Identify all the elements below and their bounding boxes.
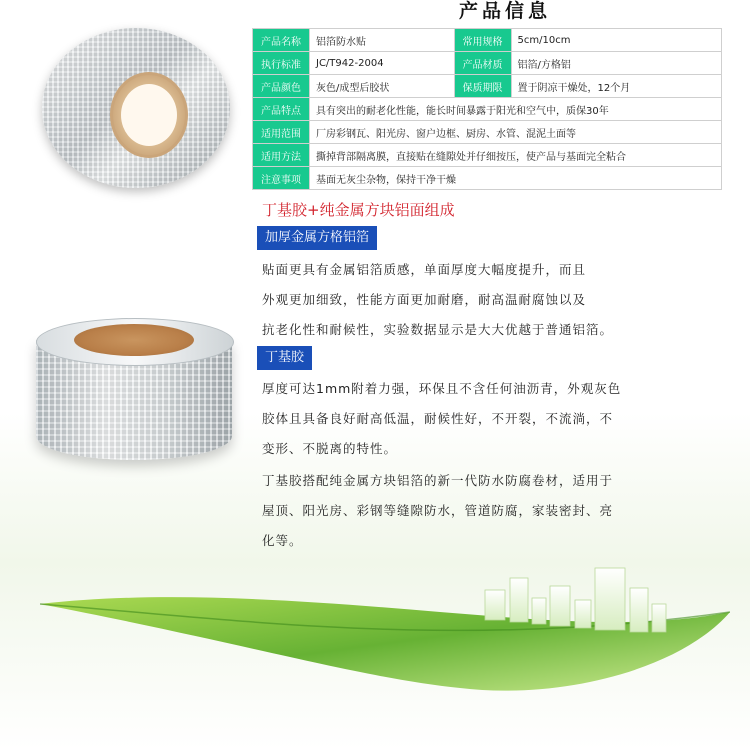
table-label: 产品材质 (454, 52, 511, 75)
table-label: 产品特点 (253, 98, 310, 121)
table-value: 基面无灰尘杂物，保持干净干燥 (310, 167, 722, 190)
table-label: 注意事项 (253, 167, 310, 190)
table-label: 常用规格 (454, 29, 511, 52)
table-row (253, 52, 722, 75)
table-row (253, 75, 722, 98)
table-label: 保质期限 (454, 75, 511, 98)
text-line: 变形、不脱离的特性。 (262, 441, 398, 456)
section-tag-foil: 加厚金属方格铝箔 (257, 226, 377, 250)
leaf-city-illustration (40, 560, 730, 710)
composition-subtitle: 丁基胶+纯金属方块铝面组成 (262, 201, 455, 219)
table-row (253, 29, 722, 52)
text-line: 化等。 (262, 533, 303, 548)
table-row (253, 167, 722, 190)
text-line: 厚度可达1mm附着力强，环保且不含任何油沥青，外观灰色 (262, 381, 622, 396)
section-foil-text (262, 255, 613, 345)
table-label: 适用方法 (253, 144, 310, 167)
table-value: 撕掉背部隔离膜，直接贴在缝隙处并仔细按压，使产品与基面完全粘合 (310, 144, 722, 167)
table-value: 具有突出的耐老化性能，能长时间暴露于阳光和空气中，质保30年 (310, 98, 722, 121)
section-tag-butyl: 丁基胶 (257, 346, 312, 370)
table-value: 铝箔/方格铝 (511, 52, 721, 75)
text-line: 抗老化性和耐候性，实验数据显示是大大优越于普通铝箔。 (262, 322, 614, 337)
table-value: 灰色/成型后胶状 (310, 75, 455, 98)
text-line: 外观更加细致，性能方面更加耐磨，耐高温耐腐蚀以及 (262, 292, 587, 307)
product-info-table (252, 28, 722, 190)
section-butyl-text (262, 374, 621, 464)
table-value: 置于阴凉干燥处，12个月 (511, 75, 721, 98)
text-line: 胶体且具备良好耐高低温，耐候性好，不开裂，不流淌，不 (262, 411, 614, 426)
table-row (253, 144, 722, 167)
table-label: 执行标准 (253, 52, 310, 75)
text-line: 贴面更具有金属铝箔质感，单面厚度大幅度提升，而且 (262, 262, 587, 277)
table-label: 产品名称 (253, 29, 310, 52)
table-label: 适用范围 (253, 121, 310, 144)
table-value: JC/T942-2004 (310, 52, 455, 75)
text-line: 屋顶、阳光房、彩钢等缝隙防水，管道防腐，家装密封、亮 (262, 503, 614, 518)
page-title: 产品信息 (458, 0, 551, 22)
table-row (253, 121, 722, 144)
text-line: 丁基胶搭配纯金属方块铝箔的新一代防水防腐卷材，适用于 (262, 473, 614, 488)
table-row (253, 98, 722, 121)
section-usage-text (262, 466, 613, 556)
table-value: 厂房彩钢瓦、阳光房、窗户边框、厨房、水管、混泥土面等 (310, 121, 722, 144)
table-value: 5cm/10cm (511, 29, 721, 52)
table-value: 铝箔防水贴 (310, 29, 455, 52)
table-label: 产品颜色 (253, 75, 310, 98)
